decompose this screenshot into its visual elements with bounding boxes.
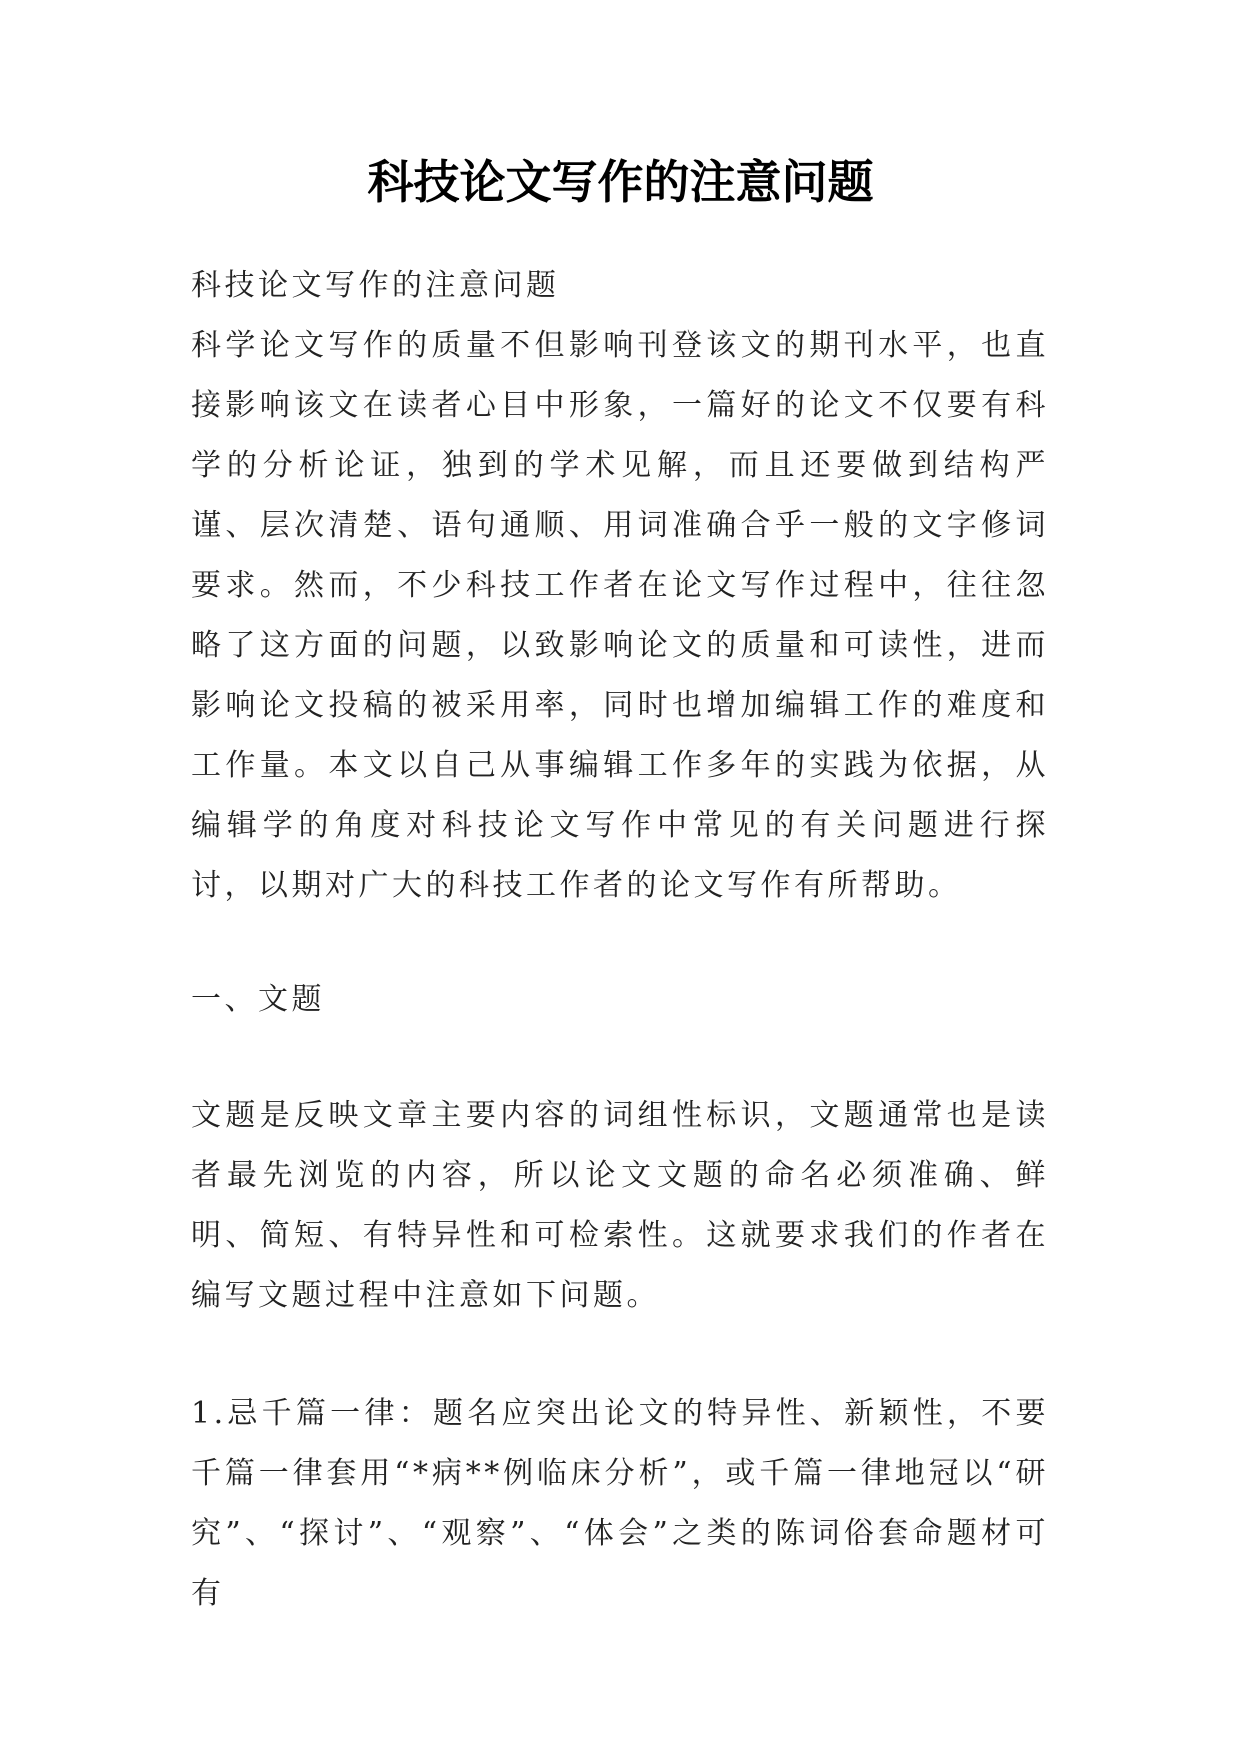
section-paragraph: 文题是反映文章主要内容的词组性标识，文题通常也是读者最先浏览的内容，所以论文文题的命名必须准确、鲜明、简短、有特异性和可检索性。这就要求我们的作者在编写文题过程中注意如下问题。 (191, 1098, 1049, 1313)
intro-paragraph: 科学论文写作的质量不但影响刊登该文的期刊水平，也直接影响该文在读者心目中形象，一篇好的论文不仅要有科学的分析论证，独到的学术见解，而且还要做到结构严谨、层次清楚、语句通顺、用词准确合乎一般的文字修词要求。然而，不少科技工作者在论文写作过程中，往往忽略了这方面的问题，以致影响论文的质量和可读性，进而影响论文投稿的被采用率，同时也增加编辑工作的难度和工作量。本文以自己从事编辑工作多年的实践为依据，从编辑学的角度对科技论文写作中常见的有关问题进行探讨，以期对广大的科技工作者的论文写作有所帮助。 (191, 328, 1049, 903)
document-title: 科技论文写作的注意问题 (367, 155, 874, 209)
document-subtitle: 科技论文写作的注意问题 (191, 268, 560, 303)
numbered-item-paragraph: 1.忌千篇一律：题名应突出论文的特异性、新颖性，不要千篇一律套用“*病**例临床分析”，或千篇一律地冠以“研究”、“探讨”、“观察”、“体会”之类的陈词俗套命题材可有 (191, 1396, 1049, 1611)
section-heading: 一、文题 (191, 982, 325, 1017)
